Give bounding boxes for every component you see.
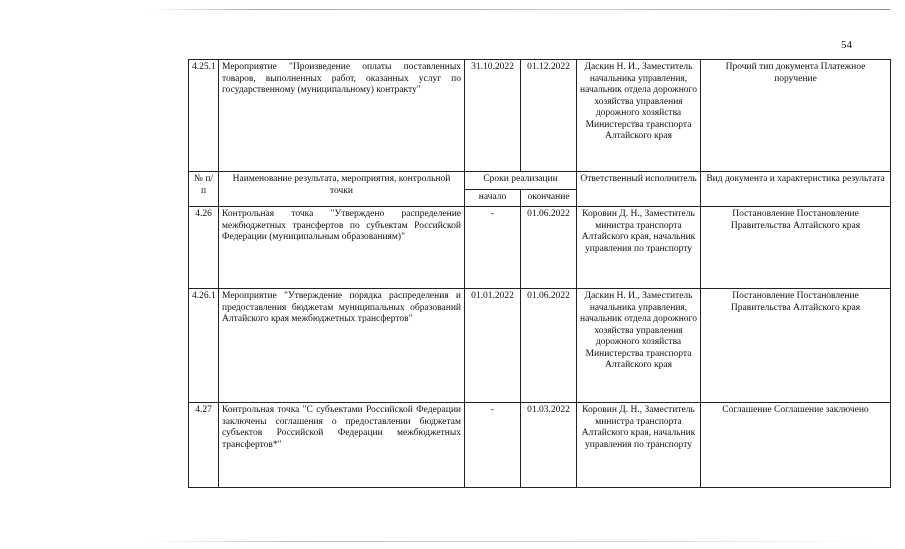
row-end-date: 01.06.2022 (521, 207, 577, 289)
scan-edge-top (150, 9, 890, 10)
row-start-date: - (465, 207, 521, 289)
row-name: Контрольная точка "Утверждено распределение межбюджетных трансфертов по субъектам Российской Федерации (муниципальным образованиям)" (219, 207, 465, 289)
row-name: Мероприятие "Утверждение порядка распределения и предоставления бюджетам муниципальных образований Алтайского края межбюджетных трансфертов" (219, 289, 465, 403)
header-name: Наименование результата, мероприятия, контрольной точки (219, 172, 465, 207)
row-number: 4.26 (189, 207, 219, 289)
scan-edge-bottom (150, 541, 870, 542)
row-number: 4.25.1 (189, 60, 219, 172)
row-document: Постановление Постановление Правительства Алтайского края (701, 207, 891, 289)
row-start-date: 01.01.2022 (465, 289, 521, 403)
row-end-date: 01.12.2022 (521, 60, 577, 172)
table-row (189, 207, 891, 289)
header-terms: Сроки реализации (465, 172, 577, 190)
row-name: Контрольная точка "С субъектами Российской Федерации заключены соглашения о предоставлении бюджетам субъектов Российской Федерации межбюджетных трансфертов*" (219, 403, 465, 488)
row-name: Мероприятие "Произведение оплаты поставленных товаров, выполненных работ, оказанных услуг по государственному (муниципальному) контракту" (219, 60, 465, 172)
row-document: Прочий тип документа Платежное поручение (701, 60, 891, 172)
row-end-date: 01.03.2022 (521, 403, 577, 488)
row-responsible: Коровин Д. Н., Заместитель министра транспорта Алтайского края, начальник управления по транспорту (577, 403, 701, 488)
row-number: 4.27 (189, 403, 219, 488)
row-responsible: Коровин Д. Н., Заместитель министра транспорта Алтайского края, начальник управления по транспорту (577, 207, 701, 289)
row-document: Постановление Постановление Правительства Алтайского края (701, 289, 891, 403)
header-number: № п/п (189, 172, 219, 207)
header-document: Вид документа и характеристика результата (701, 172, 891, 207)
document-table (188, 59, 891, 488)
row-number: 4.26.1 (189, 289, 219, 403)
row-start-date: 31.10.2022 (465, 60, 521, 172)
row-end-date: 01.06.2022 (521, 289, 577, 403)
row-responsible: Даскин Н. И., Заместитель начальника управления, начальник отдела дорожного хозяйства управления дорожного хозяйства Министерства транспорта Алтайского края (577, 289, 701, 403)
row-responsible: Даскин Н. И., Заместитель начальника управления, начальник отдела дорожного хозяйства управления дорожного хозяйства Министерства транспорта Алтайского края (577, 60, 701, 172)
header-start: начало (465, 190, 521, 207)
header-responsible: Ответственный исполнитель (577, 172, 701, 207)
table-row (189, 403, 891, 488)
table-row (189, 289, 891, 403)
header-end: окончание (521, 190, 577, 207)
table-row (189, 60, 891, 172)
row-document: Соглашение Соглашение заключено (701, 403, 891, 488)
table-header-row (189, 172, 891, 190)
page-number: 54 (841, 39, 852, 51)
row-start-date: - (465, 403, 521, 488)
